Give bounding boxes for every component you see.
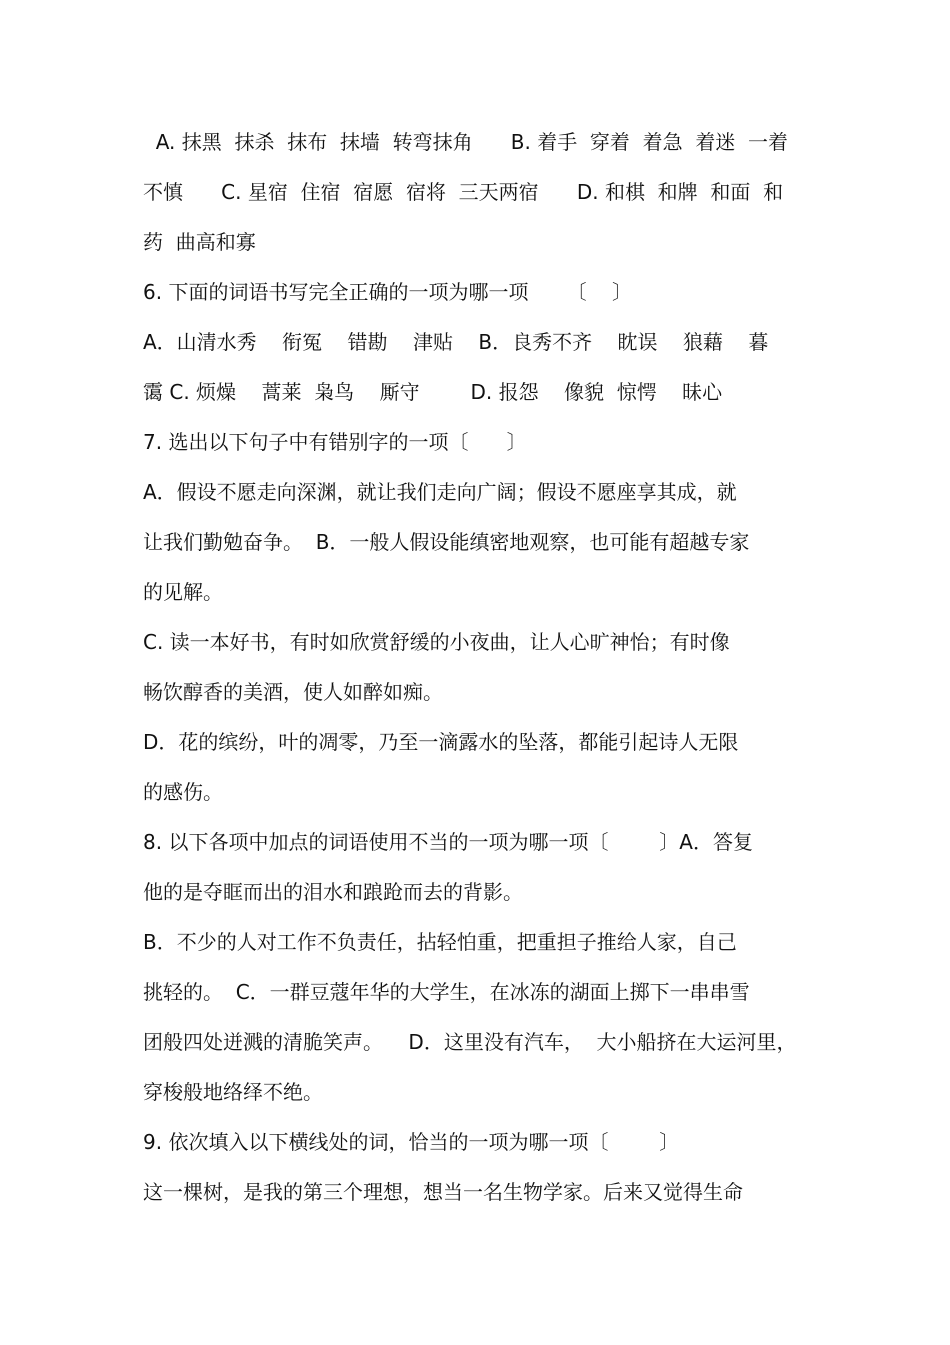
text-line: 这一棵树，是我的第三个理想，想当一名生物学家。后来又觉得生命	[143, 1180, 743, 1204]
text-line: 的感伤。	[143, 780, 223, 804]
text-line: 团般四处迸溅的清脆笑声。 D．这里没有汽车， 大小船挤在大运河里，	[143, 1030, 797, 1054]
text-line: B．不少的人对工作不负责任，拈轻怕重，把重担子推给人家，自己	[143, 930, 737, 954]
text-line: A. 抹黑 抹杀 抹布 抹墙 转弯抹角 B. 着手 穿着 着急 着迷 一着	[143, 130, 789, 154]
text-line: 霭 C. 烦燥 蒿莱 枭鸟 厮守 D. 报怨 像貌 惊愕 昧心	[143, 380, 723, 404]
text-line: 药 曲高和寡	[143, 230, 256, 254]
text-line: 他的是夺眶而出的泪水和踉跄而去的背影。	[143, 880, 523, 904]
question-9-stem: 9. 依次填入以下横线处的词，恰当的一项为哪一项〔 〕	[143, 1130, 680, 1154]
text-line: A．假设不愿走向深渊，就让我们走向广阔；假设不愿座享其成，就	[143, 480, 737, 504]
text-line: C. 读一本好书，有时如欣赏舒缓的小夜曲，让人心旷神怡；有时像	[143, 630, 730, 654]
question-7-stem: 7. 选出以下句子中有错别字的一项〔 〕	[143, 430, 527, 454]
text-line: 挑轻的。 C．一群豆蔻年华的大学生，在冰冻的湖面上掷下一串串雪	[143, 980, 750, 1004]
text-line: A．山清水秀 衔冤 错勘 津贴 B．良秀不齐 眈误 狼藉 暮	[143, 330, 769, 354]
question-8-stem: 8. 以下各项中加点的词语使用不当的一项为哪一项〔 〕A．答复	[143, 830, 753, 854]
text-line: 穿梭般地络绎不绝。	[143, 1080, 323, 1104]
text-line: 不慎 C. 星宿 住宿 宿愿 宿将 三天两宿 D. 和棋 和牌 和面 和	[143, 180, 784, 204]
text-line: D．花的缤纷，叶的凋零，乃至一滴露水的坠落，都能引起诗人无限	[143, 730, 739, 754]
text-line: 让我们勤勉奋争。 B．一般人假设能缜密地观察，也可能有超越专家	[143, 530, 750, 554]
question-6-stem: 6. 下面的词语书写完全正确的一项为哪一项 〔 〕	[143, 280, 633, 304]
text-line: 畅饮醇香的美酒，使人如醉如痴。	[143, 680, 443, 704]
text-line: 的见解。	[143, 580, 223, 604]
